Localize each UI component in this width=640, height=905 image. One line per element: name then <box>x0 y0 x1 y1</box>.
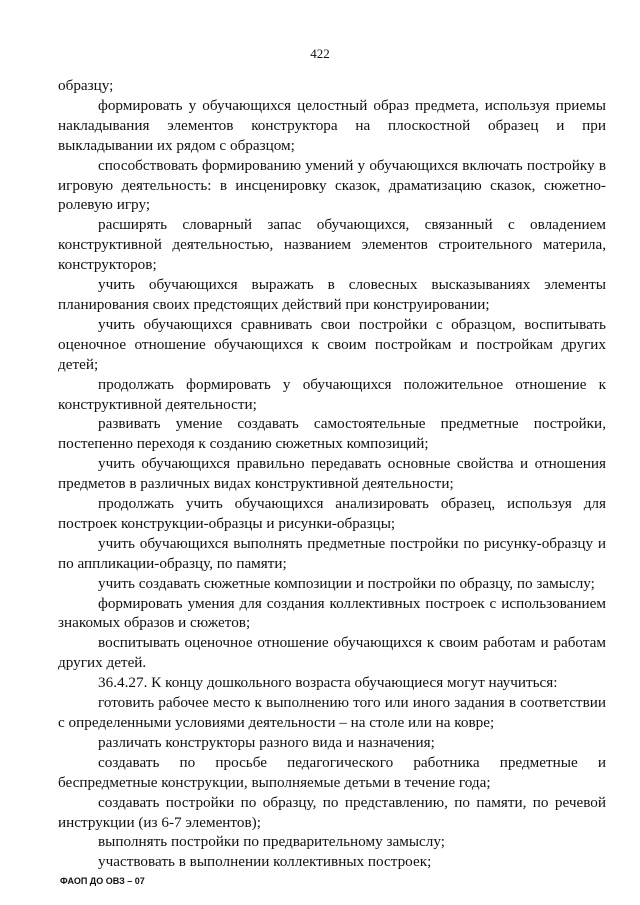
paragraph: готовить рабочее место к выполнению того или иного задания в соответствии с определенными условиями деятельности – на столе или на ковре; <box>58 694 606 731</box>
paragraph: учить обучающихся выполнять предметные постройки по рисунку-образцу и по аппликации-образцу, по памяти; <box>58 534 606 572</box>
paragraph: способствовать формированию умений у обучающихся включать постройку в игровую деятельность: в инсценировку сказок, драматизацию сказок, сюжетно-ролевую игру; <box>58 156 606 214</box>
paragraph: продолжать формировать у обучающихся положительное отношение к конструктивной деятельности; <box>58 375 606 413</box>
paragraph: участвовать в выполнении коллективных построек; <box>98 853 432 871</box>
page-footer: ФАОП ДО ОВЗ – 07 <box>60 876 145 886</box>
paragraph: развивать умение создавать самостоятельные предметные постройки, постепенно переходя к созданию сюжетных композиций; <box>58 415 606 453</box>
paragraph: различать конструкторы разного вида и назначения; <box>98 733 435 751</box>
paragraph: учить обучающихся выражать в словесных высказываниях элементы планирования своих предстоящих действий при конструировании; <box>58 276 606 313</box>
section-heading: 36.4.27. К концу дошкольного возраста обучающиеся могут научиться: <box>98 674 558 692</box>
paragraph: продолжать учить обучающихся анализировать образец, используя для построек конструкции-образцы и рисунки-образцы; <box>58 495 606 532</box>
page-content <box>58 76 606 872</box>
paragraph: учить обучающихся правильно передавать основные свойства и отношения предметов в различных видах конструктивной деятельности; <box>58 455 606 493</box>
paragraph: формировать у обучающихся целостный образ предмета, используя приемы накладывания элементов конструктора на плоскостной образец и при выкладывании их рядом с образцом; <box>58 96 606 154</box>
paragraph: создавать постройки по образцу, по представлению, по памяти, по речевой инструкции (из 6-7 элементов); <box>58 793 606 831</box>
paragraph: расширять словарный запас обучающихся, связанный с овладением конструктивной деятельностью, названием элементов строительного материла, конструкторов; <box>58 216 606 274</box>
paragraph: воспитывать оценочное отношение обучающихся к своим работам и работам других детей. <box>58 634 606 672</box>
paragraph: создавать по просьбе педагогического работника предметные и беспредметные конструкции, выполняемые детьми в течение года; <box>58 753 606 791</box>
paragraph: выполнять постройки по предварительному замыслу; <box>98 833 445 851</box>
paragraph: учить обучающихся сравнивать свои постройки с образцом, воспитывать оценочное отношение обучающихся к своим постройкам и постройкам других детей; <box>58 315 606 373</box>
paragraph: учить создавать сюжетные композиции и постройки по образцу, по замыслу; <box>98 574 595 592</box>
page-number: 422 <box>310 46 330 61</box>
paragraph: формировать умения для создания коллективных построек с использованием знакомых образов и сюжетов; <box>58 594 606 632</box>
paragraph: образцу; <box>58 77 114 94</box>
